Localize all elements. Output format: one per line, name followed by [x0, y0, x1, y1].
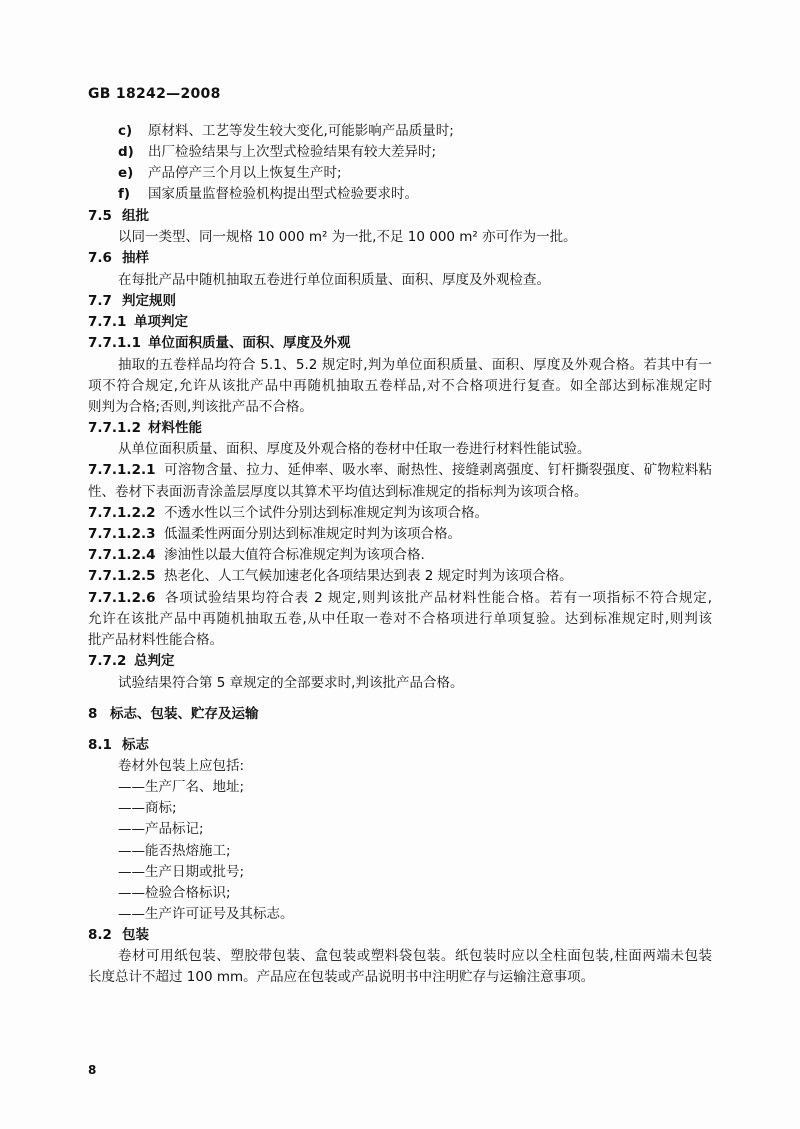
paragraph: 以同一类型、同一规格 10 000 m² 为一批,不足 10 000 m² 亦可作为一批。	[118, 229, 577, 245]
section-number: 8.1	[88, 737, 112, 753]
section-number: 8.2	[88, 927, 112, 943]
section-heading	[88, 292, 176, 310]
section-heading	[88, 652, 175, 670]
dash-item: ——生产厂名、地址;	[118, 779, 245, 795]
clause-number: 7.7.1.2.3	[88, 526, 156, 542]
list-text: 出厂检验结果与上次型式检验结果有较大差异时;	[148, 144, 437, 160]
list-text: 国家质量监督检验机构提出型式检验要求时。	[148, 186, 418, 202]
clause-text: 各项试验结果均符合表 2 规定,则判该批产品材料性能合格。若有一项指标不符合规定,	[164, 590, 712, 606]
paragraph-line: 抽取的五卷样品均符合 5.1、5.2 规定时,判为单位面积质量、面积、厚度及外观合格。若其中有一	[118, 357, 712, 373]
clause-line	[88, 461, 712, 479]
clause-line	[88, 589, 712, 607]
chapter-title: 标志、包装、贮存及运输	[110, 706, 259, 722]
paragraph-line: 批产品材料性能合格。	[88, 632, 223, 648]
list-text: 产品停产三个月以上恢复生产时;	[148, 165, 342, 181]
section-number: 7.6	[88, 250, 112, 266]
chapter-heading	[88, 705, 259, 723]
list-item	[118, 143, 436, 161]
paragraph-line: 则判为合格;否则,判该批产品不合格。	[88, 399, 313, 415]
list-item	[118, 122, 454, 140]
paragraph-line: 性、卷材下表面沥青涂盖层厚度以其算术平均值达到标准规定的指标判为该项合格。	[88, 484, 588, 500]
paragraph: 在每批产品中随机抽取五卷进行单位面积质量、面积、厚度及外观检查。	[118, 272, 550, 288]
section-number: 7.7.1.1	[88, 335, 141, 351]
page-number: 8	[88, 1063, 97, 1077]
paragraph-line: 长度总计不超过 100 mm。产品应在包装或产品说明书中注明贮存与运输注意事项。	[88, 969, 595, 985]
section-heading	[88, 313, 188, 331]
section-title: 抽样	[122, 250, 149, 266]
clause-line	[88, 525, 461, 543]
clause-number: 7.7.1.2.6	[88, 590, 156, 606]
clause-text: 不透水性以三个试件分别达到标准规定判为该项合格。	[164, 505, 488, 521]
list-marker: e)	[118, 165, 134, 181]
section-title: 总判定	[134, 653, 175, 669]
list-marker: d)	[118, 144, 134, 160]
section-heading	[88, 926, 149, 944]
paragraph-line: 允许在该批产品中再随机抽取五卷,从中任取一卷对不合格项进行单项复验。达到标准规定时,则判该	[88, 611, 712, 627]
clause-number: 7.7.1.2.5	[88, 568, 156, 584]
list-text: 原材料、工艺等发生较大变化,可能影响产品质量时;	[148, 123, 454, 139]
clause-line	[88, 504, 488, 522]
dash-item: ——检验合格标识;	[118, 885, 231, 901]
list-item	[118, 164, 342, 182]
clause-text: 可溶物含量、拉力、延伸率、吸水率、耐热性、接缝剥离强度、钉杆撕裂强度、矿物粒料粘	[164, 462, 712, 478]
chapter-number: 8	[88, 706, 98, 722]
section-number: 7.7.1	[88, 314, 127, 330]
clause-text: 低温柔性两面分别达到标准规定时判为该项合格。	[164, 526, 461, 542]
list-marker: f)	[118, 186, 131, 202]
dash-item: ——商标;	[118, 800, 177, 816]
clause-text: 渗油性以最大值符合标准规定判为该项合格.	[164, 547, 425, 563]
clause-number: 7.7.1.2.4	[88, 547, 156, 563]
section-heading	[88, 334, 351, 352]
section-title: 组批	[122, 208, 149, 224]
clause-line	[88, 567, 573, 585]
dash-item: ——生产日期或批号;	[118, 864, 245, 880]
clause-line	[88, 546, 425, 564]
clause-number: 7.7.1.2.1	[88, 462, 156, 478]
section-heading	[88, 249, 149, 267]
section-title: 单项判定	[134, 314, 188, 330]
dash-item: ——能否热熔施工;	[118, 843, 231, 859]
dash-item: ——产品标记;	[118, 821, 204, 837]
list-item	[118, 185, 418, 203]
section-title: 包装	[122, 927, 149, 943]
section-title: 标志	[122, 737, 149, 753]
section-heading	[88, 207, 149, 225]
paragraph-line: 项不符合规定,允许从该批产品中再随机抽取五卷样品,对不合格项进行复查。如全部达到标准规定时	[88, 378, 712, 394]
section-number: 7.7.1.2	[88, 420, 141, 436]
list-marker: c)	[118, 123, 133, 139]
paragraph: 试验结果符合第 5 章规定的全部要求时,判该批产品合格。	[118, 675, 464, 691]
section-title: 材料性能	[148, 420, 202, 436]
section-number: 7.7.2	[88, 653, 127, 669]
paragraph-line: 卷材可用纸包装、塑胶带包装、盒包装或塑料袋包装。纸包装时应以全柱面包装,柱面两端未包装	[118, 948, 712, 964]
section-title: 判定规则	[122, 293, 176, 309]
section-heading	[88, 736, 149, 754]
section-heading	[88, 419, 202, 437]
section-number: 7.5	[88, 208, 112, 224]
section-number: 7.7	[88, 293, 112, 309]
clause-text: 热老化、人工气候加速老化各项结果达到表 2 规定时判为该项合格。	[164, 568, 573, 584]
paragraph: 卷材外包装上应包括:	[118, 758, 245, 774]
clause-number: 7.7.1.2.2	[88, 505, 156, 521]
standard-header: GB 18242—2008	[88, 86, 221, 102]
dash-item: ——生产许可证号及其标志。	[118, 906, 294, 922]
paragraph: 从单位面积质量、面积、厚度及外观合格的卷材中任取一卷进行材料性能试验。	[118, 441, 591, 457]
section-title: 单位面积质量、面积、厚度及外观	[148, 335, 351, 351]
